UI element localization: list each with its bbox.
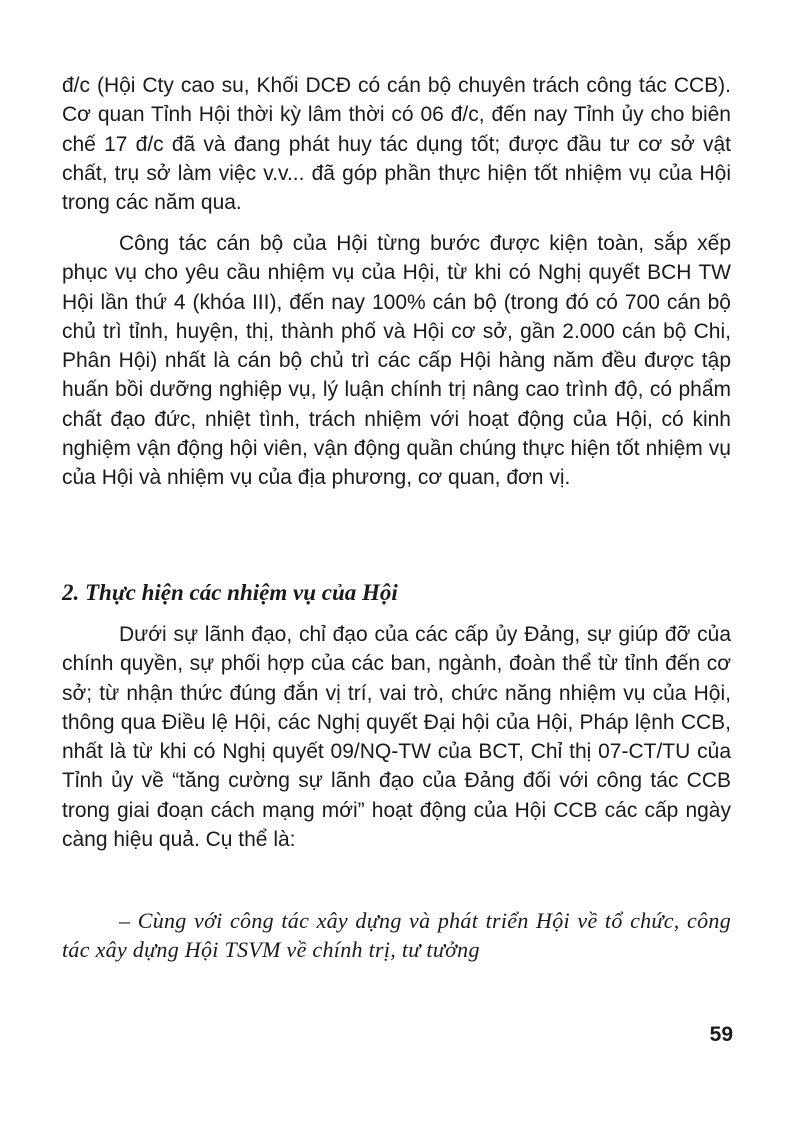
section-heading: 2. Thực hiện các nhiệm vụ của Hội	[62, 580, 398, 605]
paragraph-cadre-staffing: đ/c (Hội Cty cao su, Khối DCĐ có cán bộ chuyên trách công tác CCB). Cơ quan Tỉnh Hội thời kỳ lâm thời có 06 đ/c, đến nay Tỉnh ủy cho biên chế 17 đ/c đã và đang phát huy tác dụng tốt; được đầu tư cơ sở vật chất, trụ sở làm việc v.v... đã góp phần thực hiện tốt nhiệm vụ của Hội trong các năm qua.	[62, 74, 731, 215]
paragraph-cadre-work: Công tác cán bộ của Hội từng bước được kiện toàn, sắp xếp phục vụ cho yêu cầu nhiệm vụ của Hội, từ khi có Nghị quyết BCH TW Hội lần thứ 4 (khóa III), đến nay 100% cán bộ (trong đó có 700 cán bộ chủ trì tỉnh, huyện, thị, thành phố và Hội cơ sở, gần 2.000 cán bộ Chi, Phân Hội) nhất là cán bộ chủ trì các cấp Hội hàng năm đều được tập huấn bồi dưỡng nghiệp vụ, lý luận chính trị nâng cao trình độ, có phẩm chất đạo đức, nhiệt tình, trách nhiệm với hoạt động của Hội, có kinh nghiệm vận động hội viên, vận động quần chúng thực hiện tốt nhiệm vụ của Hội và nhiệm vụ của địa phương, cơ quan, đơn vị.	[62, 232, 731, 490]
paragraph-tasks-intro: Dưới sự lãnh đạo, chỉ đạo của các cấp ủy Đảng, sự giúp đỡ của chính quyền, sự phối hợp của các ban, ngành, đoàn thể từ tỉnh đến cơ sở; từ nhận thức đúng đắn vị trí, vai trò, chức năng nhiệm vụ của Hội, thông qua Điều lệ Hội, các Nghị quyết Đại hội của Hội, Pháp lệnh CCB, nhất là từ khi có Nghị quyết 09/NQ-TW của BCT, Chỉ thị 07-CT/TU của Tỉnh ủy về “tăng cường sự lãnh đạo của Đảng đối với công tác CCB trong giai đoạn cách mạng mới” hoạt động của Hội CCB các cấp ngày càng hiệu quả. Cụ thể là:	[62, 623, 731, 852]
paragraph-italic-list-item: – Cùng với công tác xây dựng và phát triển Hội về tổ chức, công tác xây dựng Hội TSVM về chính trị, tư tưởng	[62, 908, 731, 963]
page-number: 59	[709, 1023, 733, 1046]
